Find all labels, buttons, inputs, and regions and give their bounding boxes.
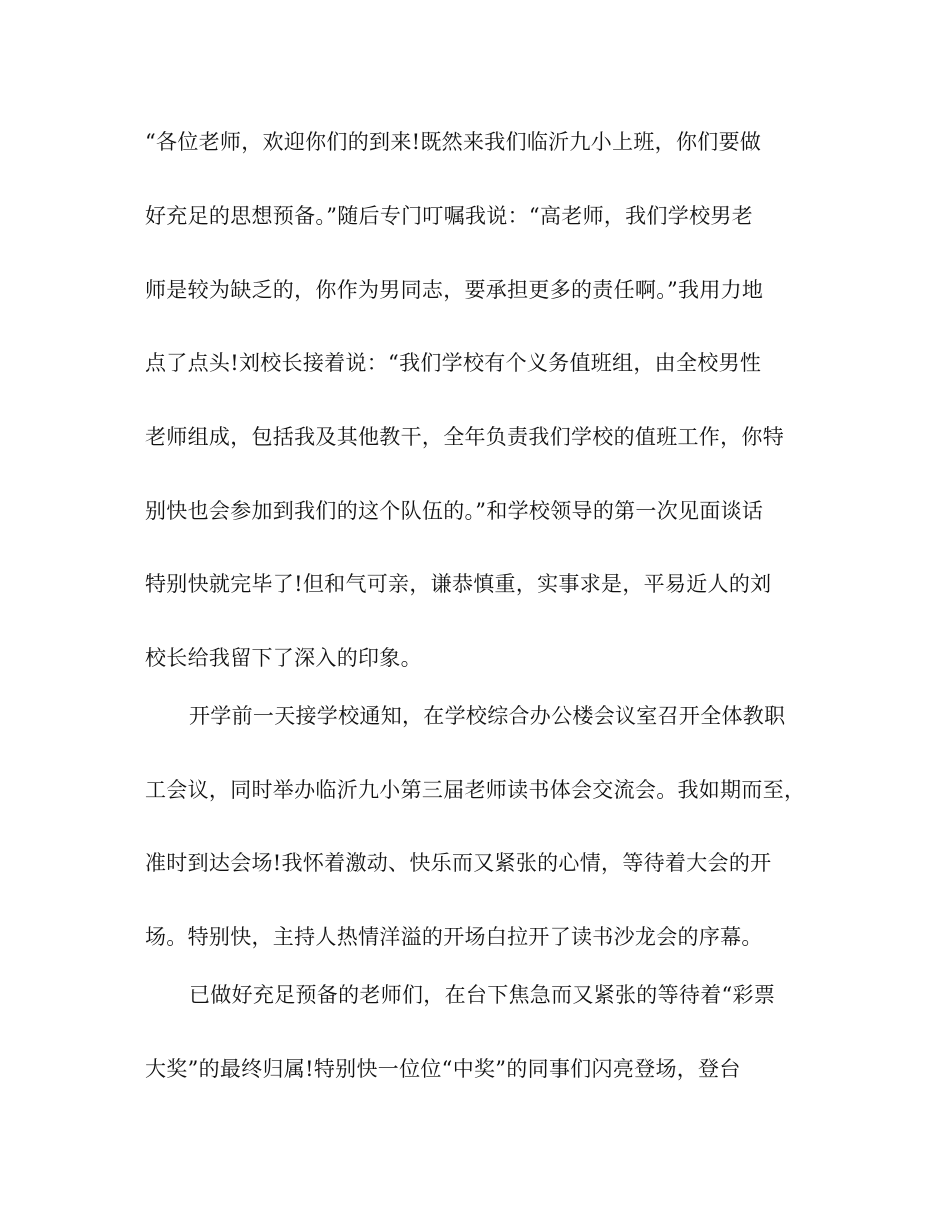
- text-line: 工会议，同时举办临沂九小第三届老师读书体会交流会。我如期而至，: [145, 778, 806, 802]
- text-line: 老师组成，包括我及其他教干，全年负责我们学校的值班工作，你特: [145, 425, 784, 449]
- text-line: 师是较为缺乏的，你作为男同志，要承担更多的责任啊。”我用力地: [145, 278, 764, 302]
- text-line: 特别快就完毕了!但和气可亲，谦恭慎重，实事求是，平易近人的刘: [145, 572, 772, 596]
- text-line: 校长给我留下了深入的印象。: [145, 646, 422, 670]
- text-line: 准时到达会场!我怀着激动、快乐而又紧张的心情，等待着大会的开: [145, 851, 772, 875]
- text-line: 好充足的思想预备。”随后专门叮嘱我说：“高老师，我们学校男老: [145, 204, 753, 228]
- text-line: 大奖”的最终归属!特别快一位位“中奖”的同事们闪亮登场，登台: [145, 1057, 741, 1081]
- text-line: 场。特别快，主持人热情洋溢的开场白拉开了读书沙龙会的序幕。: [145, 925, 763, 949]
- text-line: “各位老师，欢迎你们的到来!既然来我们临沂九小上班，你们要做: [145, 130, 762, 154]
- paragraph-first-line: 已做好充足预备的老师们，在台下焦急而又紧张的等待着“彩票: [189, 983, 776, 1007]
- paragraph-first-line: 开学前一天接学校通知，在学校综合办公楼会议室召开全体教职: [189, 704, 786, 728]
- text-line: 点了点头!刘校长接着说：“我们学校有个义务值班组，由全校男性: [145, 351, 762, 375]
- text-line: 别快也会参加到我们的这个队伍的。”和学校领导的第一次见面谈话: [145, 499, 764, 523]
